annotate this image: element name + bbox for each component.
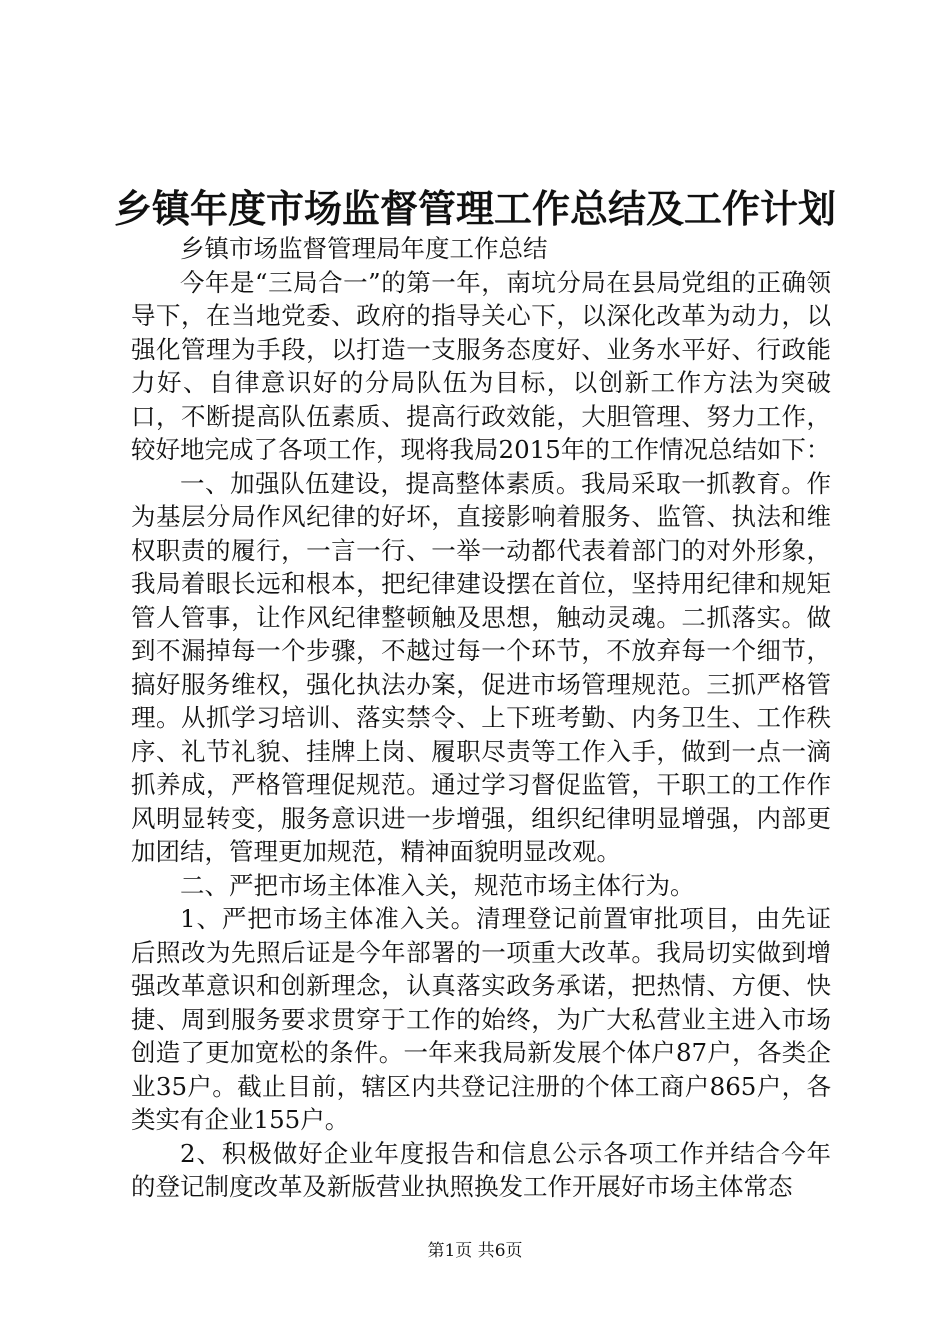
- section-two-heading: 二、严把市场主体准入关，规范市场主体行为。: [180, 870, 695, 900]
- document-title: 乡镇年度市场监督管理工作总结及工作计划: [113, 186, 836, 231]
- item-one-paragraph: 1、严把市场主体准入关。清理登记前置审批项目，由先证后照改为先照后证是今年部署的一项重大改革。我局切实做到增强改革意识和创新理念，认真落实政务承诺，把热情、方便、快捷、周到服务要求贯穿于工作的始终，为广大私营业主进入市场创造了更加宽松的条件。一年来我局新发展个体户87户，各类企业35户。截止目前，辖区内共登记注册的个体工商户865户，各类实有企业155户。: [131, 904, 831, 1134]
- page-footer: 第1页 共6页: [427, 1241, 523, 1261]
- document-body: [131, 232, 831, 1204]
- intro-paragraph: 今年是“三局合一”的第一年，南坑分局在县局党组的正确领导下，在当地党委、政府的指导关心下，以深化改革为动力，以强化管理为手段，以打造一支服务态度好、业务水平好、行政能力好、自律意识好的分局队伍为目标，以创新工作方法为突破口，不断提高队伍素质、提高行政效能，大胆管理、努力工作，较好地完成了各项工作，现将我局2015年的工作情况总结如下：: [131, 267, 831, 464]
- item-two-paragraph: 2、积极做好企业年度报告和信息公示各项工作并结合今年的登记制度改革及新版营业执照换发工作开展好市场主体常态: [131, 1138, 831, 1201]
- section-one-paragraph: 一、加强队伍建设，提高整体素质。我局采取一抓教育。作为基层分局作风纪律的好坏，直接影响着服务、监管、执法和维权职责的履行，一言一行、一举一动都代表着部门的对外形象，我局着眼长远和根本，把纪律建设摆在首位，坚持用纪律和规矩管人管事，让作风纪律整顿触及思想，触动灵魂。二抓落实。做到不漏掉每一个步骤，不越过每一个环节，不放弃每一个细节，搞好服务维权，强化执法办案，促进市场管理规范。三抓严格管理。从抓学习培训、落实禁令、上下班考勤、内务卫生、工作秩序、礼节礼貌、挂牌上岗、履职尽责等工作入手，做到一点一滴抓养成，严格管理促规范。通过学习督促监管，干职工的工作作风明显转变，服务意识进一步增强，组织纪律明显增强，内部更加团结，管理更加规范，精神面貌明显改观。: [131, 468, 831, 866]
- subtitle-paragraph: 乡镇市场监督管理局年度工作总结: [180, 234, 548, 263]
